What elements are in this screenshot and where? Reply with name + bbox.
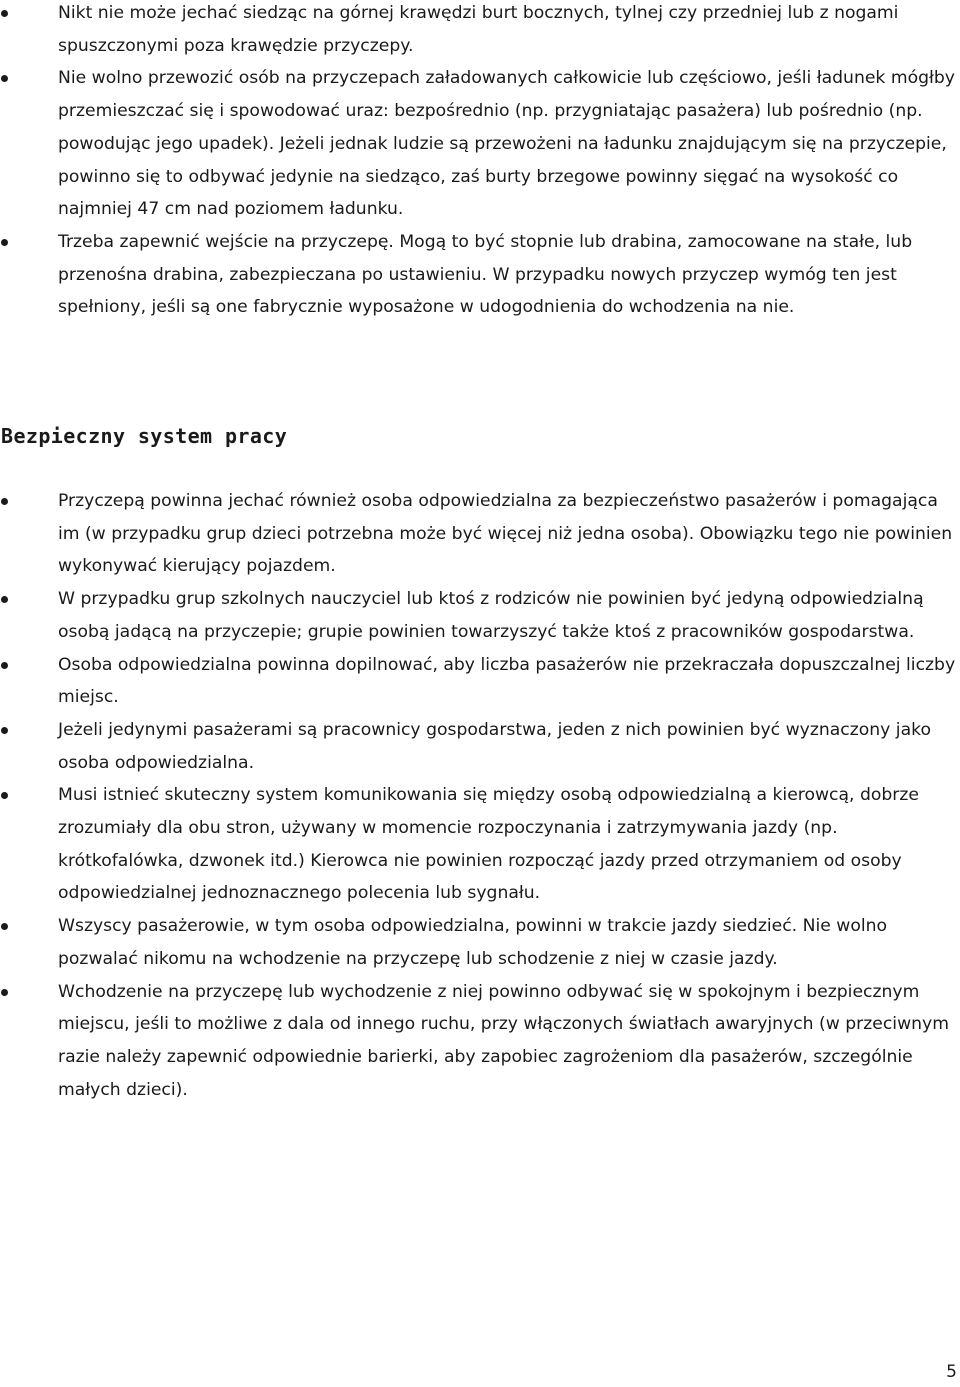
section-heading: Bezpieczny system pracy bbox=[1, 424, 288, 448]
list-item: Trzeba zapewnić wejście na przyczepę. Mogą to być stopnie lub drabina, zamocowane na stałe, lub przenośna drabina, zabezpieczana po ustawieniu. W przypadku nowych przyczep wymóg ten jest spełniony, jeśli są one fabrycznie wyposażone w udogodnienia do wchodzenia na nie. bbox=[0, 226, 960, 324]
list-item: Wszyscy pasażerowie, w tym osoba odpowiedzialna, powinni w trakcie jazdy siedzieć. Nie wolno pozwalać nikomu na wchodzenie na przyczepę lub schodzenie z niej w czasie jazdy. bbox=[0, 910, 960, 975]
list-item: Osoba odpowiedzialna powinna dopilnować, aby liczba pasażerów nie przekraczała dopuszczalnej liczby miejsc. bbox=[0, 649, 960, 714]
list-item: Nie wolno przewozić osób na przyczepach załadowanych całkowicie lub częściowo, jeśli ładunek mógłby przemieszczać się i spowodować uraz: bezpośrednio (np. przygniatając pasażera) lub pośrednio (np. powodując jego upadek). Jeżeli jednak ludzie są przewożeni na ładunku znajdującym się na przyczepie, powinno się to odbywać jedynie na siedząco, zaś burty brzegowe powinny sięgać na wysokość co najmniej 47 cm nad poziomem ładunku. bbox=[0, 62, 960, 226]
list-item: Przyczepą powinna jechać również osoba odpowiedzialna za bezpieczeństwo pasażerów i pomagająca im (w przypadku grup dzieci potrzebna może być więcej niż jedna osoba). Obowiązku tego nie powinien wykonywać kierujący pojazdem. bbox=[0, 485, 960, 583]
section-bullet-list bbox=[0, 485, 960, 1106]
list-item: Jeżeli jedynymi pasażerami są pracownicy gospodarstwa, jeden z nich powinien być wyznaczony jako osoba odpowiedzialna. bbox=[0, 714, 960, 779]
list-item: Musi istnieć skuteczny system komunikowania się między osobą odpowiedzialną a kierowcą, dobrze zrozumiały dla obu stron, używany w momencie rozpoczynania i zatrzymywania jazdy (np. krótkofalówka, dzwonek itd.) Kierowca nie powinien rozpocząć jazdy przed otrzymaniem od osoby odpowiedzialnej jednoznacznego polecenia lub sygnału. bbox=[0, 779, 960, 910]
intro-bullet-list bbox=[0, 0, 960, 324]
list-item: W przypadku grup szkolnych nauczyciel lub ktoś z rodziców nie powinien być jedyną odpowiedzialną osobą jadącą na przyczepie; grupie powinien towarzyszyć także ktoś z pracowników gospodarstwa. bbox=[0, 583, 960, 648]
list-item: Nikt nie może jechać siedząc na górnej krawędzi burt bocznych, tylnej czy przedniej lub z nogami spuszczonymi poza krawędzie przyczepy. bbox=[0, 0, 960, 62]
list-item: Wchodzenie na przyczepę lub wychodzenie z niej powinno odbywać się w spokojnym i bezpiecznym miejscu, jeśli to możliwe z dala od innego ruchu, przy włączonych światłach awaryjnych (w przeciwnym razie należy zapewnić odpowiednie barierki, aby zapobiec zagrożeniom dla pasażerów, szczególnie małych dzieci). bbox=[0, 976, 960, 1107]
page-number: 5 bbox=[946, 1362, 957, 1382]
